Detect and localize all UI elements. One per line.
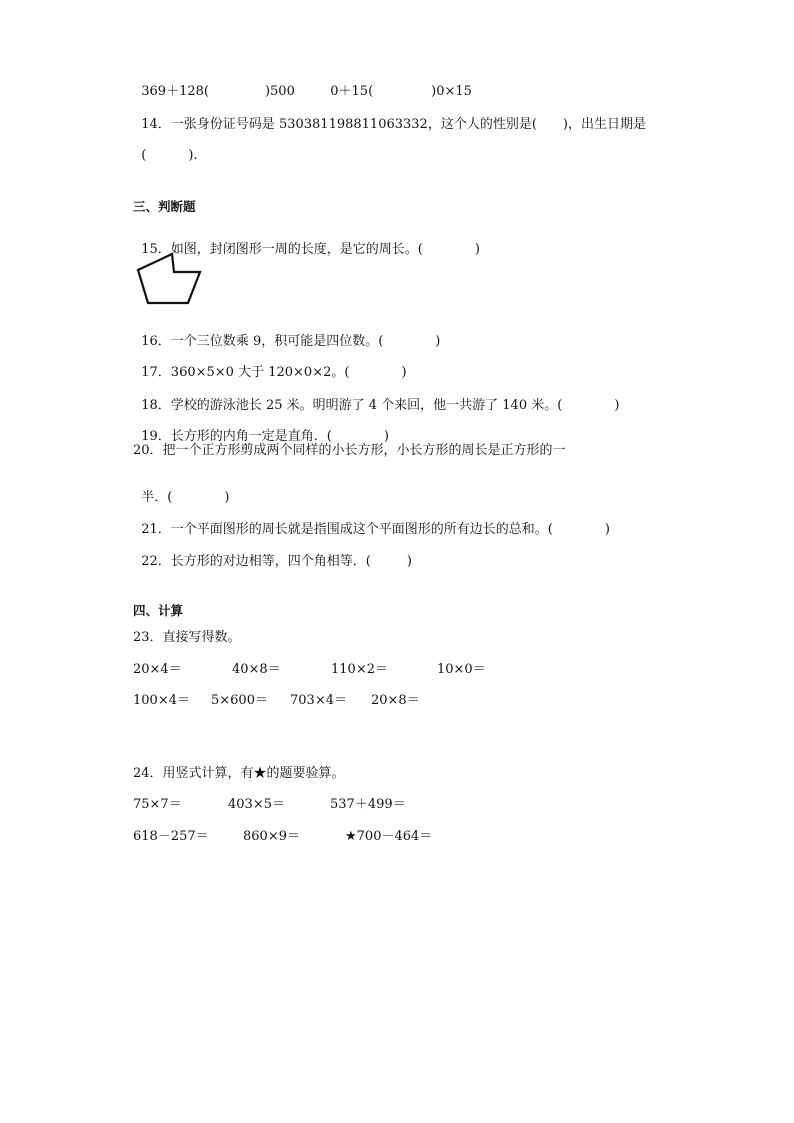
compare-a-right: )500 bbox=[264, 84, 295, 99]
calc-item: 10×0＝ bbox=[437, 662, 486, 677]
calc-item: 703×4＝ bbox=[290, 693, 347, 708]
calc-item: 20×8＝ bbox=[371, 693, 420, 708]
compare-line-b bbox=[322, 68, 472, 100]
calc-item: ★700－464＝ bbox=[345, 829, 433, 844]
question-20-line2 bbox=[133, 474, 229, 506]
question-22 bbox=[133, 538, 412, 570]
paren-close: ) bbox=[435, 334, 441, 349]
section-heading: 三、判断题 bbox=[133, 199, 196, 214]
calc-item: 110×2＝ bbox=[331, 662, 388, 677]
paren-close: ) bbox=[383, 429, 389, 444]
question-17 bbox=[133, 349, 407, 381]
calc-item: 5×600＝ bbox=[211, 693, 268, 708]
question-15-text: 15．如图，封闭图形一周的长度，是它的周长。( bbox=[141, 242, 423, 257]
paren-close: ) bbox=[406, 554, 412, 569]
question-19-text: 19．长方形的内角一定是直角．( bbox=[141, 429, 332, 444]
calc-item: 403×5＝ bbox=[228, 797, 285, 812]
question-14 bbox=[133, 101, 646, 133]
calc-item: 618－257＝ bbox=[133, 829, 209, 844]
calc-item: 537＋499＝ bbox=[330, 797, 406, 812]
paren-close: ) bbox=[401, 365, 407, 380]
question-21 bbox=[133, 506, 610, 538]
compare-b-left: 0＋15( bbox=[330, 84, 374, 99]
paren-close: ) bbox=[224, 490, 230, 505]
question-14-text-end: )，出生日期是 bbox=[562, 117, 646, 132]
question-22-text: 22．长方形的对边相等，四个角相等．( bbox=[141, 554, 371, 569]
question-24: 24．用竖式计算，有★的题要验算。 bbox=[133, 766, 345, 781]
calc-item: 100×4＝ bbox=[133, 693, 190, 708]
calc-item: 40×8＝ bbox=[232, 662, 281, 677]
question-21-text: 21．一个平面图形的周长就是指围成这个平面图形的所有边长的总和。( bbox=[141, 522, 553, 537]
question-16 bbox=[133, 318, 440, 350]
question-20: 20．把一个正方形剪成两个同样的小长方形，小长方形的周长是正方形的一 bbox=[133, 443, 566, 458]
compare-line bbox=[133, 68, 295, 100]
paren-close: ) bbox=[604, 522, 610, 537]
question-14-text: 14．一张身份证号码是 530381198811063332，这个人的性别是( bbox=[141, 117, 537, 132]
calc-item: 75×7＝ bbox=[133, 797, 182, 812]
question-17-text: 17．360×5×0 大于 120×0×2。( bbox=[141, 365, 350, 380]
paren-close: ) bbox=[474, 242, 480, 257]
paren-open: ( bbox=[141, 148, 147, 163]
compare-b-right: )0×15 bbox=[431, 84, 472, 99]
paren-close: ) bbox=[614, 398, 620, 413]
calc-item: 860×9＝ bbox=[243, 829, 300, 844]
question-14-line2 bbox=[133, 132, 198, 164]
pentagon-figure bbox=[132, 248, 212, 308]
question-19 bbox=[133, 413, 389, 445]
question-23: 23．直接写得数。 bbox=[133, 630, 241, 645]
question-16-text: 16．一个三位数乘 9，积可能是四位数。( bbox=[141, 334, 384, 349]
paren-close: ). bbox=[188, 148, 198, 163]
compare-a-left: 369＋128( bbox=[141, 84, 209, 99]
question-20-text: 半．( bbox=[141, 490, 173, 505]
section-heading: 四、计算 bbox=[133, 603, 184, 618]
question-18-text: 18．学校的游泳池长 25 米。明明游了 4 个来回，他一共游了 140 米。( bbox=[141, 398, 563, 413]
question-18 bbox=[133, 382, 619, 414]
calc-item: 20×4＝ bbox=[133, 662, 182, 677]
